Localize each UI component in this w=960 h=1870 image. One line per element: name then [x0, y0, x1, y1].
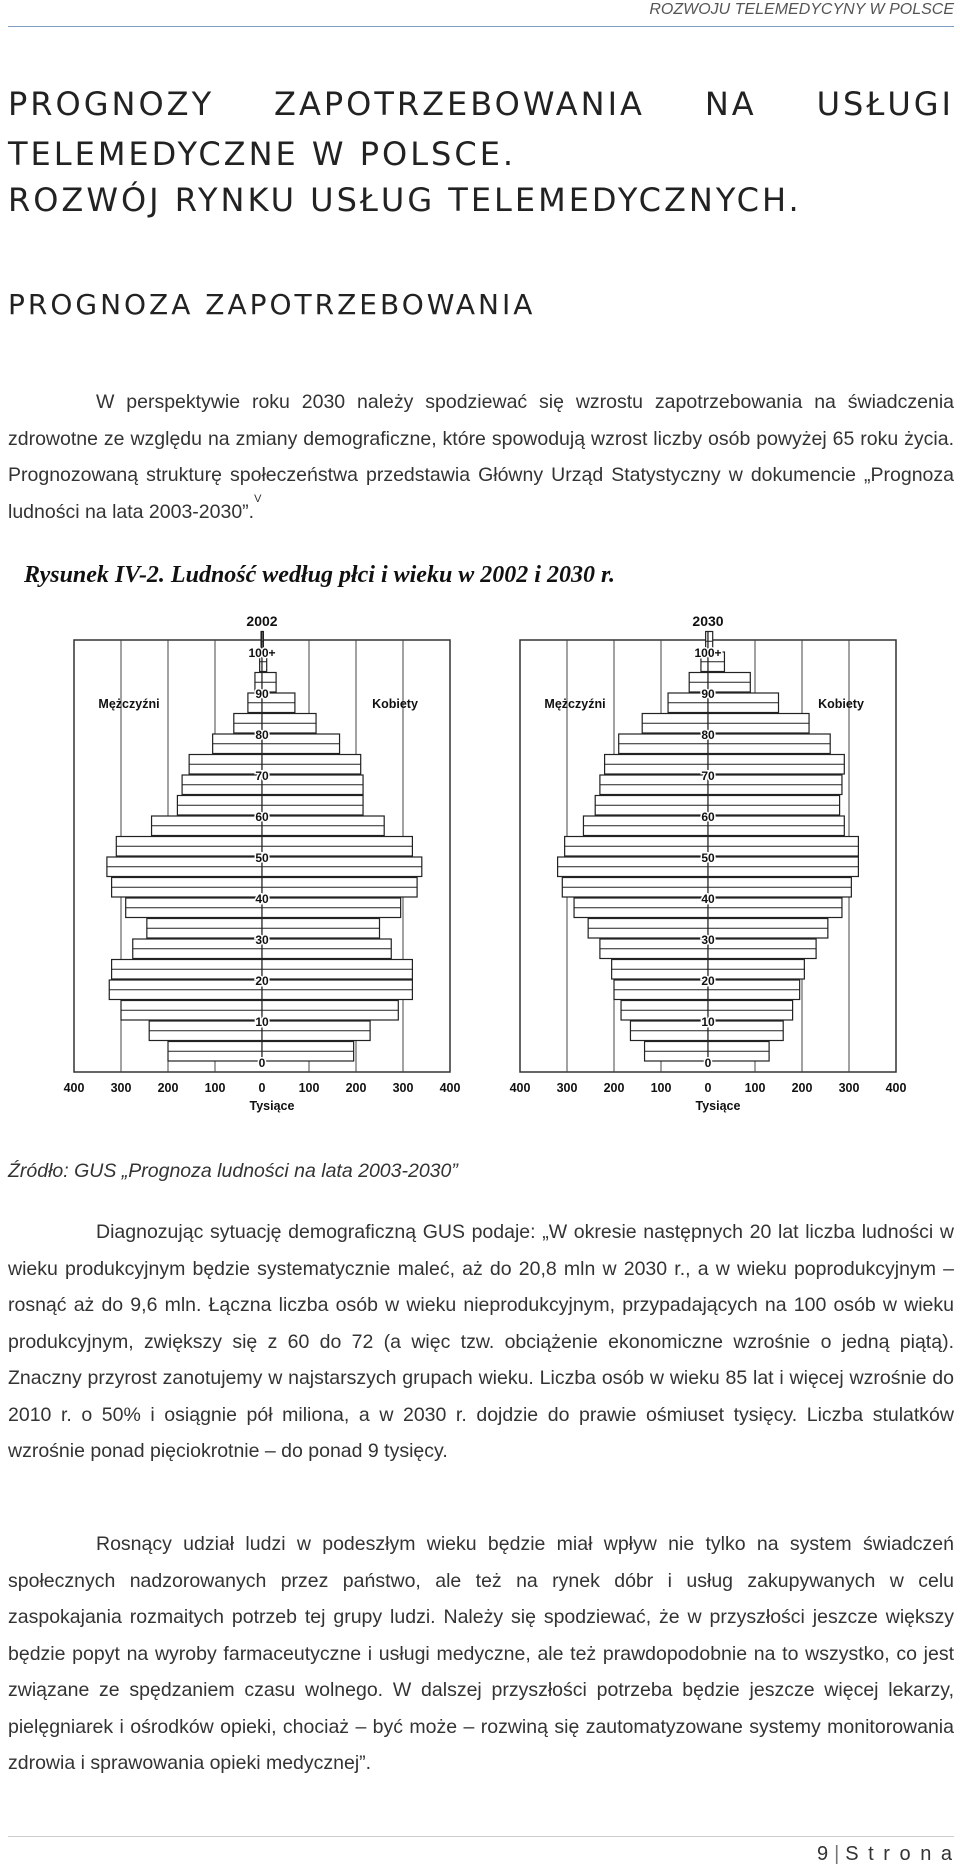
x-tick-label: 300: [110, 1081, 132, 1095]
x-tick-label: 200: [791, 1081, 813, 1095]
footnote-marker: V: [254, 492, 262, 505]
x-tick-label: 400: [63, 1081, 85, 1095]
x-tick-label: 400: [509, 1081, 531, 1095]
page-number: 9: [816, 1843, 831, 1865]
page-word: S t r o n a: [845, 1843, 954, 1865]
x-tick-label: 100: [650, 1081, 672, 1095]
female-label: Kobiety: [818, 697, 864, 711]
age-tick-label: 30: [701, 933, 715, 947]
x-tick-label: 100: [298, 1081, 320, 1095]
age-tick-label: 10: [255, 1015, 269, 1029]
male-label: Mężczyźni: [544, 697, 606, 711]
age-tick-label: 90: [701, 687, 715, 701]
page-footer: [8, 1836, 954, 1867]
x-tick-label: 400: [439, 1081, 461, 1095]
age-tick-label: 50: [701, 851, 715, 865]
x-tick-label: 0: [258, 1081, 266, 1095]
age-tick-label: 60: [701, 810, 715, 824]
x-tick-label: 300: [392, 1081, 414, 1095]
age-tick-label: 50: [255, 851, 269, 865]
x-tick-label: 400: [885, 1081, 907, 1095]
age-tick-label: 100+: [694, 646, 722, 660]
x-tick-label: 0: [704, 1081, 712, 1095]
title-word: NA: [704, 85, 757, 123]
x-tick-label: 200: [603, 1081, 625, 1095]
title-line-1: [8, 82, 954, 126]
male-label: Mężczyźni: [98, 697, 160, 711]
age-tick-label: 80: [701, 728, 715, 742]
x-axis-label: Tysiące: [695, 1099, 741, 1113]
x-tick-label: 200: [345, 1081, 367, 1095]
age-tick-label: 0: [704, 1056, 712, 1070]
age-tick-label: 90: [255, 687, 269, 701]
panel-year-title: 2002: [246, 613, 278, 629]
age-tick-label: 0: [258, 1056, 266, 1070]
paragraph-1: W perspektywie roku 2030 należy spodziewać się wzrostu zapotrzebowania na świadczenia zdrowotne ze względu na zmiany demograficzne, które spowodują wzrost liczby osób powyżej 65 roku życia. Prognozowaną strukturę społeczeństwa przedstawia Główny Urząd Statystyczny w dokumencie „Prognoza ludności na lata 2003-2030”.$^V$: [8, 391, 954, 523]
title-line-2: TELEMEDYCZNE W POLSCE.: [8, 135, 517, 173]
age-tick-label: 20: [701, 974, 715, 988]
x-axis-label: Tysiące: [249, 1099, 295, 1113]
page-number-block: 9 | S t r o n a: [816, 1843, 954, 1865]
x-tick-label: 100: [744, 1081, 766, 1095]
age-tick-label: 40: [255, 892, 269, 906]
age-tick-label: 60: [255, 810, 269, 824]
x-tick-label: 100: [204, 1081, 226, 1095]
x-tick-label: 300: [838, 1081, 860, 1095]
figure-title: Rysunek IV-2. Ludność według płci i wieku w 2002 i 2030 r.: [24, 562, 615, 588]
female-label: Kobiety: [372, 697, 418, 711]
age-tick-label: 30: [255, 933, 269, 947]
age-tick-label: 40: [701, 892, 715, 906]
paragraph-3: Rosnący udział ludzi w podeszłym wieku będzie miał wpływ nie tylko na system świadczeń społecznych nadzorowanych przez państwo, ale też na rynek dóbr i usług zakupywanych w celu zaspokajania rozmaitych potrzeb tej grupy ludzi. Należy się spodziewać, że w przyszłości jeszcze większy będzie popyt na wyroby farmaceutyczne i usługi medyczne, ale też prawdopodobnie na to wszystko, co jest związane ze spędzaniem czasu wolnego. W dalszej przyszłości potrzeba będzie jeszcze więcej lekarzy, pielęgniarek i ośrodków opieki, chociaż – być może – rozwiną się zautomatyzowane systemy monitorowania zdrowia i sprawowania opieki medycznej”.: [8, 1533, 954, 1774]
x-tick-label: 300: [556, 1081, 578, 1095]
panel-year-title: 2030: [692, 613, 724, 629]
paragraph-2: Diagnozując sytuację demograficzną GUS podaje: „W okresie następnych 20 lat liczba ludności w wieku produkcyjnym będzie systematycznie maleć, aż do 20,8 mln w 2030 r., a w wieku poprodukcyjnym – rosnąć aż do 9,6 mln. Łączna liczba osób w wieku nieprodukcyjnym, przypadających na 100 osób w wieku produkcyjnym, zwiększy się z 60 do 72 (a więc tzw. obciążenie ekonomiczne wzrośnie o jedną piątą). Znaczny przyrost zanotujemy w najstarszych grupach wieku. Liczba osób w wieku 85 lat i więcej wzrośnie do 2010 r. o 50% i osiągnie pół miliona, a w 2030 r. dojdzie do prawie ośmiuset tysięcy. Liczba stulatków wzrośnie ponad pięciokrotnie – do ponad 9 tysięcy.: [8, 1221, 954, 1462]
running-header: ROZWOJU TELEMEDYCYNY W POLSCE: [8, 0, 954, 27]
age-tick-label: 10: [701, 1015, 715, 1029]
age-tick-label: 80: [255, 728, 269, 742]
title-word: ZAPOTRZEBOWANIA: [274, 85, 645, 123]
age-tick-label: 70: [255, 769, 269, 783]
title-line-3: ROZWÓJ RYNKU USŁUG TELEMEDYCZNYCH.: [8, 181, 802, 219]
age-tick-label: 20: [255, 974, 269, 988]
title-word: PROGNOZY: [8, 85, 215, 123]
age-tick-label: 100+: [248, 646, 276, 660]
age-tick-label: 70: [701, 769, 715, 783]
title-word: USŁUGI: [816, 85, 954, 123]
population-pyramids: [0, 590, 960, 1130]
figure-source: Źródło: GUS „Prognoza ludności na lata 2003-2030”: [8, 1160, 458, 1182]
x-tick-label: 200: [157, 1081, 179, 1095]
section-heading: PROGNOZA ZAPOTRZEBOWANIA: [8, 288, 536, 321]
